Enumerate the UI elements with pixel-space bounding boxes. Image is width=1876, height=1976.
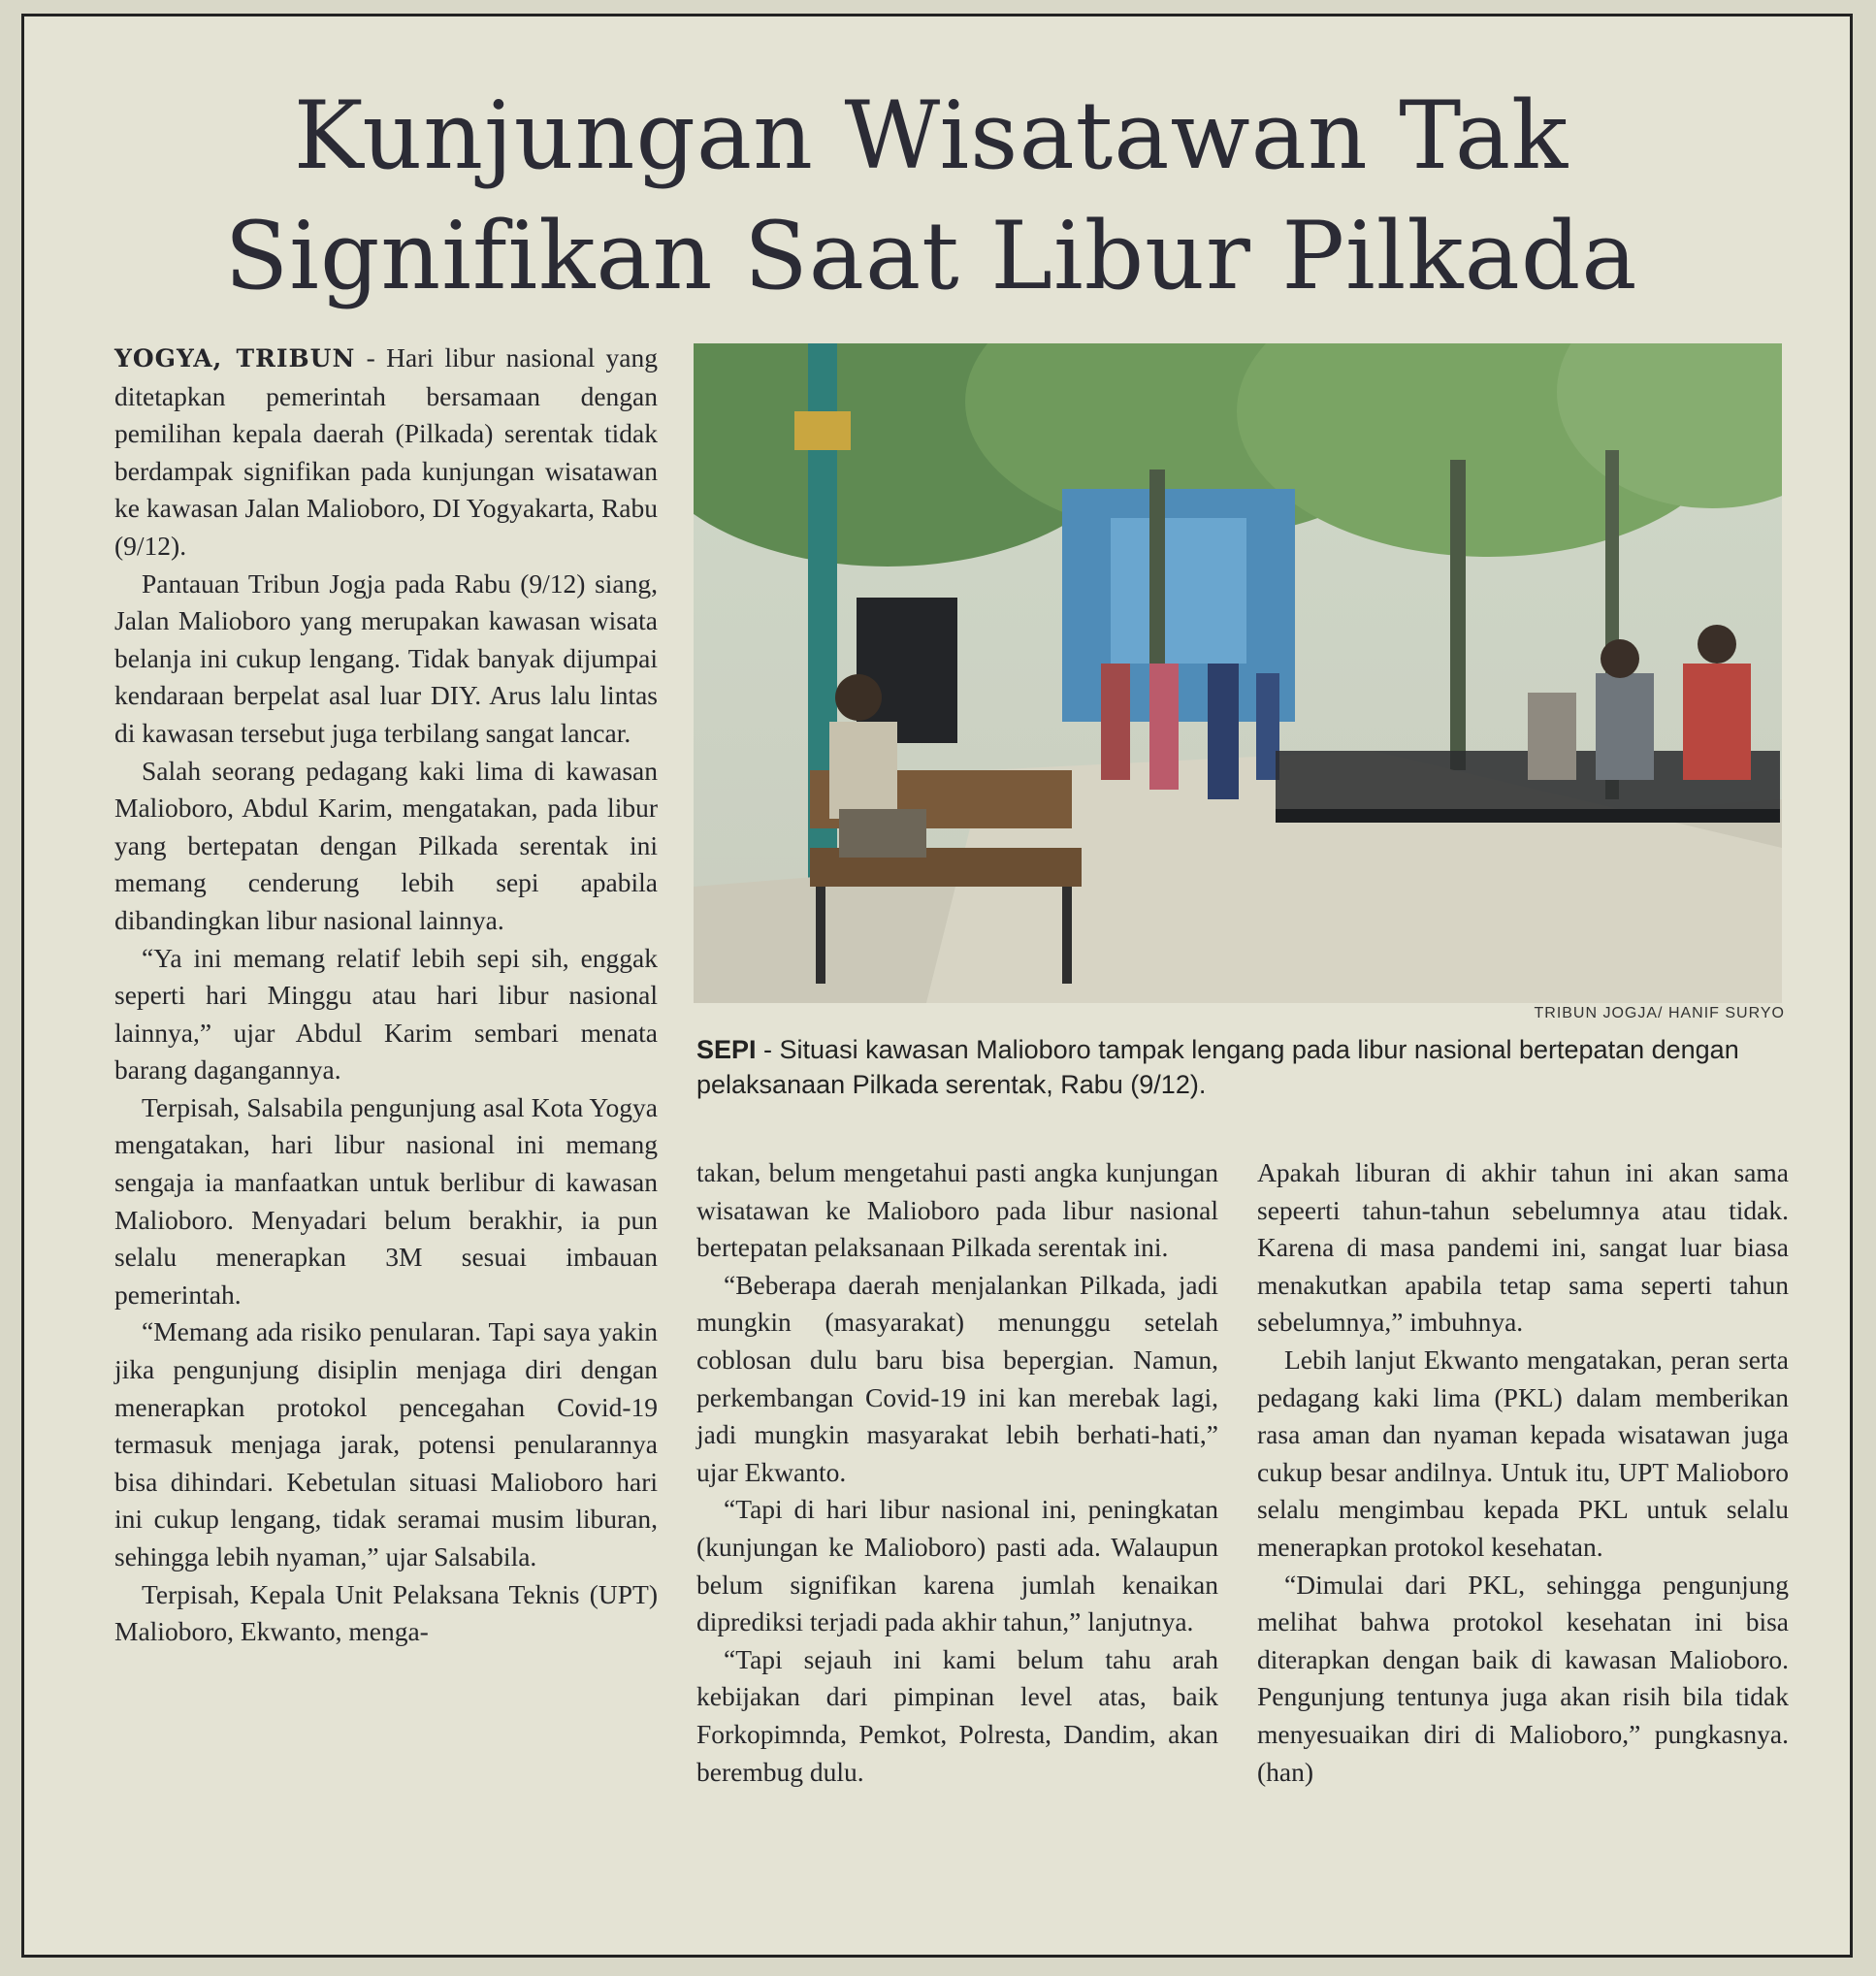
paragraph: “Beberapa daerah menjalankan Pilkada, jadi mungkin (masyarakat) menunggu setelah coblosan dulu baru bisa bepergian. Namun, perkembangan Covid-19 ini kan merebak lagi, jadi mungkin masyarakat lebih berhati-hati,” ujar Ekwanto. <box>696 1269 1218 1487</box>
headline-line-2: Signifikan Saat Libur Pilkada <box>224 202 1638 310</box>
column-3 <box>1257 1154 1789 1791</box>
news-photo <box>694 343 1782 1003</box>
paragraph: Terpisah, Salsabila pengunjung asal Kota Yogya mengatakan, hari libur nasional ini memang sengaja ia manfaatkan untuk berlibur di kawasan Malioboro. Menyadari belum berakhir, ia pun selalu menerapkan 3M sesuai imbauan pemerintah. <box>114 1091 658 1310</box>
caption-lead: SEPI <box>696 1035 757 1064</box>
paragraph: “Dimulai dari PKL, sehingga pengunjung melihat bahwa protokol kesehatan ini bisa diterapkan dengan baik di kawasan Malioboro. Pengunjung tentunya juga akan risih bila tidak menyesuaikan diri di Malioboro,” pungkasnya. (han) <box>1257 1569 1789 1787</box>
paragraph: “Ya ini memang relatif lebih sepi sih, enggak seperti hari Minggu atau hari libur nasional lainnya,” ujar Abdul Karim sembari menata barang dagangannya. <box>114 942 658 1085</box>
paragraph: Salah seorang pedagang kaki lima di kawasan Malioboro, Abdul Karim, mengatakan, pada libur yang bertepatan dengan Pilkada serentak ini memang cenderung lebih sepi apabila dibandingkan libur nasional lainnya. <box>114 755 658 935</box>
photo-caption <box>696 1032 1785 1102</box>
paragraph: takan, belum mengetahui pasti angka kunjungan wisatawan ke Malioboro pada libur nasional bertepatan pelaksanaan Pilkada serentak ini. <box>696 1157 1218 1263</box>
paragraph: “Memang ada risiko penularan. Tapi saya yakin jika pengunjung disiplin menjaga diri dengan menerapkan protokol pencegahan Covid-19 termasuk menjaga jarak, potensi penularannya bisa dihindari. Kebetulan situasi Malioboro hari ini cukup lengang, tidak seramai musim liburan, sehingga lebih nyaman,” ujar Salsabila. <box>114 1316 658 1571</box>
headline-line-1: Kunjungan Wisatawan Tak <box>293 81 1569 190</box>
column-1 <box>114 340 658 1651</box>
dateline: YOGYA, TRIBUN <box>114 344 356 373</box>
photo-credit: TRIBUN JOGJA/ HANIF SURYO <box>1534 1005 1785 1021</box>
malioboro-street-photo <box>694 343 1782 1003</box>
column-2 <box>696 1154 1218 1791</box>
paragraph: “Tapi sejauh ini kami belum tahu arah kebijakan dari pimpinan level atas, baik Forkopimnda, Pemkot, Polresta, Dandim, akan berembug dulu. <box>696 1643 1218 1787</box>
paragraph: YOGYA, TRIBUN - Hari libur nasional yang ditetapkan pemerintah bersamaan dengan pemilihan kepala daerah (Pilkada) serentak tidak berdampak signifikan pada kunjungan wisatawan ke kawasan Jalan Malioboro, DI Yogyakarta, Rabu (9/12). <box>114 342 659 561</box>
caption-text: - Situasi kawasan Malioboro tampak lengang pada libur nasional bertepatan dengan pelaksanaan Pilkada serentak, Rabu (9/12). <box>696 1035 1739 1099</box>
paragraph: Terpisah, Kepala Unit Pelaksana Teknis (UPT) Malioboro, Ekwanto, menga- <box>114 1578 658 1647</box>
paragraph: Lebih lanjut Ekwanto mengatakan, peran serta pedagang kaki lima (PKL) dalam memberikan rasa aman dan nyaman kepada wisatawan juga cukup besar andilnya. Untuk itu, UPT Malioboro selalu mengimbau kepada PKL untuk selalu menerapkan protokol kesehatan. <box>1257 1344 1789 1562</box>
headline <box>58 76 1804 316</box>
paragraph: Pantauan Tribun Jogja pada Rabu (9/12) siang, Jalan Malioboro yang merupakan kawasan wisata belanja ini cukup lengang. Tidak banyak dijumpai kendaraan berpelat asal luar DIY. Arus lalu lintas di kawasan tersebut juga terbilang sangat lancar. <box>114 567 658 748</box>
paragraph: “Tapi di hari libur nasional ini, peningkatan (kunjungan ke Malioboro) pasti ada. Walaupun belum signifikan karena jumlah kenaikan diprediksi terjadi pada akhir tahun,” lanjutnya. <box>696 1494 1218 1637</box>
paragraph: Apakah liburan di akhir tahun ini akan sama sepeerti tahun-tahun sebelumnya atau tidak. Karena di masa pandemi ini, sangat luar biasa menakutkan apabila tetap sama seperti tahun sebelumnya,” imbuhnya. <box>1257 1157 1789 1338</box>
